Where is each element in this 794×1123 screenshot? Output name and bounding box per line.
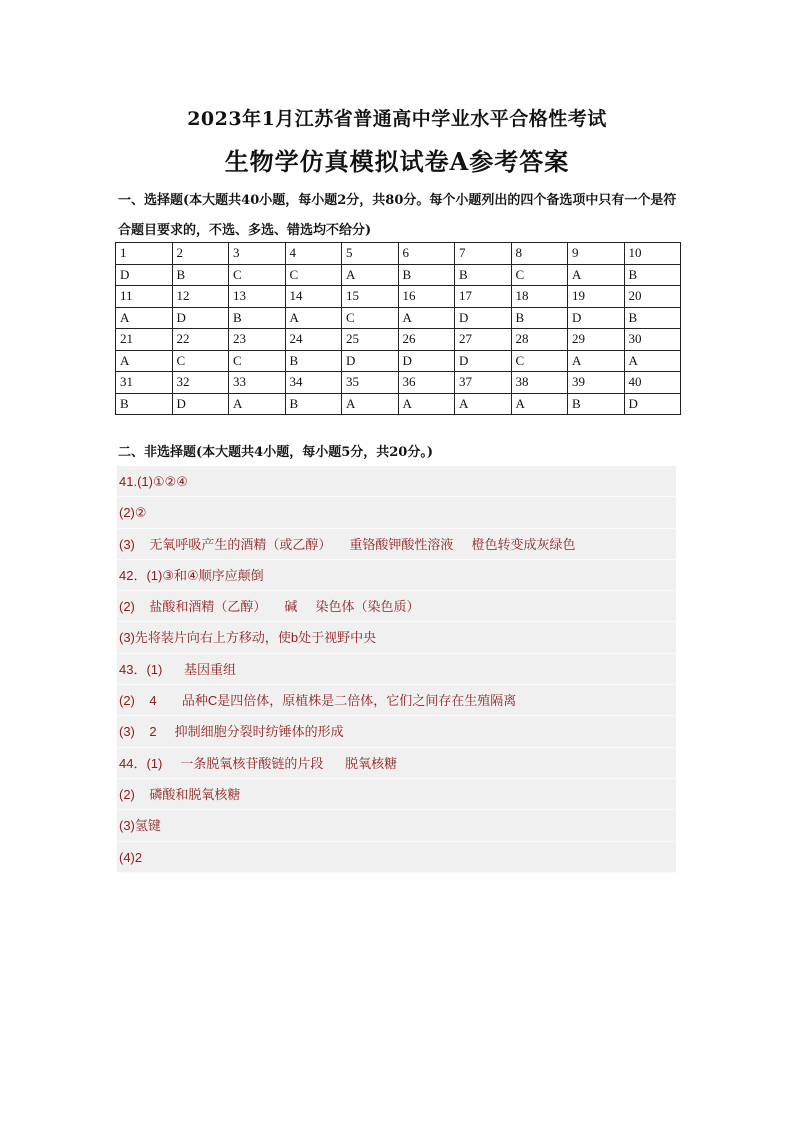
question-number-cell: 28 — [511, 329, 568, 351]
answer-line — [117, 591, 676, 622]
question-number-cell: 22 — [172, 329, 229, 351]
question-number-cell: 29 — [568, 329, 625, 351]
answer-line-text: (2) 4 品种C是四倍体，原植株是二倍体，它们之间存在生殖隔离 — [119, 693, 517, 709]
question-number-cell: 6 — [398, 243, 455, 265]
question-number-cell: 9 — [568, 243, 625, 265]
answer-cell: B — [511, 307, 568, 329]
answer-cell: A — [342, 393, 399, 415]
answer-cell: B — [624, 307, 681, 329]
question-number-cell: 19 — [568, 286, 625, 308]
question-number-cell: 21 — [116, 329, 173, 351]
answer-cell: D — [455, 350, 512, 372]
answer-cell: B — [116, 393, 173, 415]
exam-title: 2023年1月江苏省普通高中学业水平合格性考试 — [187, 108, 607, 130]
question-number-cell: 37 — [455, 372, 512, 394]
answer-line-text: (3) 2 抑制细胞分裂时纺锤体的形成 — [119, 724, 344, 740]
question-number-cell: 32 — [172, 372, 229, 394]
question-number-cell: 40 — [624, 372, 681, 394]
answer-cell: A — [624, 350, 681, 372]
answer-cell: C — [511, 264, 568, 286]
question-number-row — [116, 329, 681, 351]
answer-cell: A — [455, 393, 512, 415]
answer-line-text: (2)② — [119, 505, 147, 521]
question-number-cell: 36 — [398, 372, 455, 394]
question-number-cell: 27 — [455, 329, 512, 351]
question-number-cell: 17 — [455, 286, 512, 308]
question-number-cell: 2 — [172, 243, 229, 265]
question-number-cell: 13 — [229, 286, 286, 308]
answer-row — [116, 307, 681, 329]
question-number-cell: 11 — [116, 286, 173, 308]
answer-row — [116, 350, 681, 372]
answer-cell: C — [229, 350, 286, 372]
answer-cell: A — [116, 307, 173, 329]
answer-cell: C — [342, 307, 399, 329]
answer-cell: B — [398, 264, 455, 286]
answer-line — [117, 716, 676, 747]
answer-cell: A — [398, 307, 455, 329]
answer-cell: C — [511, 350, 568, 372]
answer-line — [117, 560, 676, 591]
answer-line-text: 43．(1) 基因重组 — [119, 661, 237, 677]
answer-cell: A — [511, 393, 568, 415]
question-number-cell: 23 — [229, 329, 286, 351]
question-number-cell: 16 — [398, 286, 455, 308]
answer-key-title: 生物学仿真模拟试卷A参考答案 — [224, 147, 570, 176]
question-number-cell: 8 — [511, 243, 568, 265]
question-number-cell: 7 — [455, 243, 512, 265]
answer-cell: D — [172, 393, 229, 415]
question-number-cell: 24 — [285, 329, 342, 351]
question-number-cell: 15 — [342, 286, 399, 308]
question-number-row — [116, 286, 681, 308]
answer-cell: D — [455, 307, 512, 329]
question-number-cell: 30 — [624, 329, 681, 351]
question-number-cell: 35 — [342, 372, 399, 394]
answer-line — [117, 842, 676, 873]
answer-line-text: (4)2 — [119, 849, 143, 865]
answer-cell: D — [568, 307, 625, 329]
answer-cell: D — [116, 264, 173, 286]
question-number-cell: 26 — [398, 329, 455, 351]
answer-line-text: (3) 无氧呼吸产生的酒精（或乙醇） 重铬酸钾酸性溶液 橙色转变成灰绿色 — [119, 536, 576, 552]
answer-cell: C — [285, 264, 342, 286]
answer-line — [117, 529, 676, 560]
answer-cell: D — [172, 307, 229, 329]
answer-row — [116, 264, 681, 286]
question-number-cell: 12 — [172, 286, 229, 308]
question-number-row — [116, 372, 681, 394]
answer-cell: A — [568, 264, 625, 286]
answer-cell: A — [342, 264, 399, 286]
answer-line-text: (3)先将装片向右上方移动，使b处于视野中央 — [119, 630, 377, 646]
answer-cell: B — [624, 264, 681, 286]
question-number-cell: 18 — [511, 286, 568, 308]
answer-cell: D — [624, 393, 681, 415]
answer-cell: B — [229, 307, 286, 329]
answer-cell: A — [116, 350, 173, 372]
answer-cell: B — [455, 264, 512, 286]
question-number-cell: 14 — [285, 286, 342, 308]
question-number-cell: 34 — [285, 372, 342, 394]
question-number-cell: 5 — [342, 243, 399, 265]
question-number-cell: 3 — [229, 243, 286, 265]
open-answers — [117, 466, 676, 873]
answer-cell: C — [172, 350, 229, 372]
answer-line-text: (2) 磷酸和脱氧核糖 — [119, 786, 241, 802]
question-number-cell: 31 — [116, 372, 173, 394]
answer-cell: A — [229, 393, 286, 415]
answer-line-text: (3)氢键 — [119, 818, 161, 834]
question-number-cell: 4 — [285, 243, 342, 265]
section2-heading: 二、非选择题(本大题共4小题，每小题5分，共20分。) — [118, 445, 433, 460]
answer-line-text: 44．(1) 一条脱氧核苷酸链的片段 脱氧核糖 — [119, 755, 398, 771]
answer-line — [117, 685, 676, 716]
answer-cell: D — [342, 350, 399, 372]
answer-cell: A — [398, 393, 455, 415]
question-number-row — [116, 243, 681, 265]
answer-cell: A — [285, 307, 342, 329]
answer-line-text: (2) 盐酸和酒精（乙醇） 碱 染色体（染色质） — [119, 599, 420, 615]
answer-row — [116, 393, 681, 415]
answer-cell: A — [568, 350, 625, 372]
question-number-cell: 38 — [511, 372, 568, 394]
answer-line — [117, 497, 676, 528]
answer-line — [117, 466, 676, 497]
choice-answer-table — [115, 242, 681, 415]
question-number-cell: 20 — [624, 286, 681, 308]
question-number-cell: 33 — [229, 372, 286, 394]
answer-line — [117, 654, 676, 685]
question-number-cell: 25 — [342, 329, 399, 351]
answer-line-text: 41.(1)①②④ — [119, 474, 188, 489]
answer-line — [117, 622, 676, 653]
answer-line-text: 42．(1)③和④顺序应颠倒 — [119, 567, 264, 583]
answer-cell: B — [568, 393, 625, 415]
answer-line — [117, 748, 676, 779]
question-number-cell: 39 — [568, 372, 625, 394]
answer-cell: D — [398, 350, 455, 372]
answer-line — [117, 810, 676, 841]
answer-cell: C — [229, 264, 286, 286]
question-number-cell: 10 — [624, 243, 681, 265]
answer-cell: B — [285, 350, 342, 372]
answer-cell: B — [172, 264, 229, 286]
answer-cell: B — [285, 393, 342, 415]
question-number-cell: 1 — [116, 243, 173, 265]
section1-heading: 一、选择题(本大题共40小题，每小题2分，共80分。每个小题列出的四个备选项中只有一个是符合题目要求的，不选、多选、错选均不给分) — [118, 193, 677, 238]
answer-line — [117, 779, 676, 810]
